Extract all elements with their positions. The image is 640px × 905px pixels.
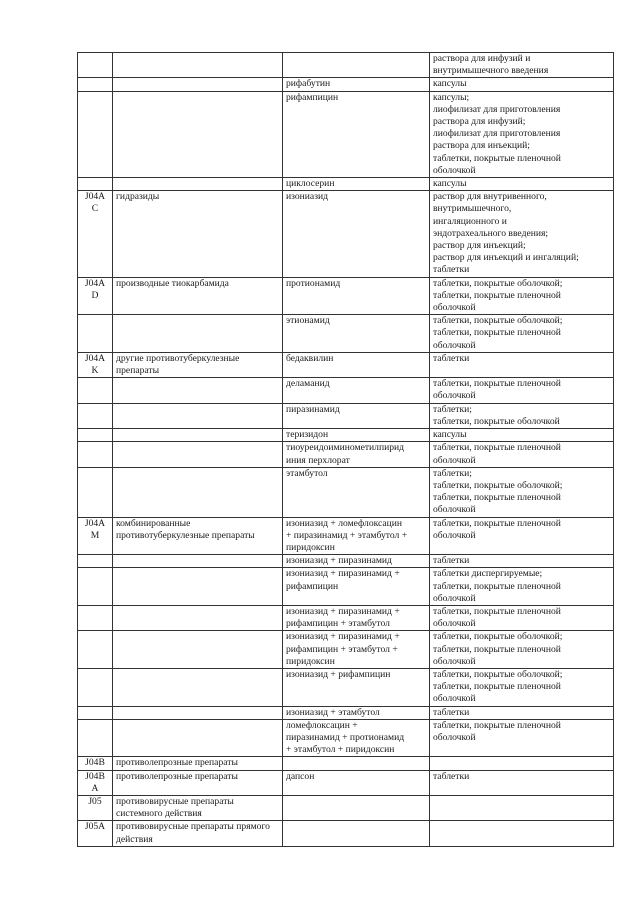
group-name-cell — [113, 631, 283, 669]
group-name-cell: противовирусные препараты системного действия — [113, 795, 283, 820]
group-name-cell: противолепрозные препараты — [113, 757, 283, 770]
drug-name-cell — [283, 821, 430, 846]
dosage-form-cell: капсулы — [430, 429, 614, 442]
dosage-form-cell: раствора для инфузий и внутримышечного введения — [430, 53, 614, 78]
drug-name-cell: изониазид — [283, 191, 430, 277]
table-row — [78, 53, 614, 78]
table-row — [78, 757, 614, 770]
atc-code-cell: J04A C — [78, 191, 113, 277]
table-row — [78, 795, 614, 820]
group-name-cell — [113, 568, 283, 606]
table-row — [78, 403, 614, 428]
drug-table — [77, 52, 614, 847]
table-row — [78, 631, 614, 669]
dosage-form-cell: капсулы; лиофилизат для приготовления раствора для инфузий; лиофилизат для приготовления раствора для инъекций; таблетки, покрытые пленочной оболочкой — [430, 91, 614, 177]
table-row — [78, 821, 614, 846]
atc-code-cell — [78, 442, 113, 467]
table-row — [78, 770, 614, 795]
drug-name-cell: изониазид + ломефлоксацин + пиразинамид + этамбутол + пиридоксин — [283, 517, 430, 555]
group-name-cell — [113, 605, 283, 630]
dosage-form-cell: капсулы — [430, 178, 614, 191]
drug-name-cell: этамбутол — [283, 467, 430, 517]
atc-code-cell — [78, 719, 113, 757]
table-row — [78, 78, 614, 91]
table-row — [78, 719, 614, 757]
dosage-form-cell: таблетки — [430, 706, 614, 719]
group-name-cell — [113, 178, 283, 191]
drug-name-cell: бедаквилин — [283, 352, 430, 377]
atc-code-cell: J04A K — [78, 352, 113, 377]
dosage-form-cell: таблетки, покрытые пленочной оболочкой — [430, 378, 614, 403]
atc-code-cell — [78, 568, 113, 606]
dosage-form-cell: таблетки — [430, 770, 614, 795]
drug-name-cell: пиразинамид — [283, 403, 430, 428]
drug-name-cell — [283, 757, 430, 770]
drug-name-cell — [283, 53, 430, 78]
group-name-cell: комбинированные противотуберкулезные препараты — [113, 517, 283, 555]
atc-code-cell: J05 — [78, 795, 113, 820]
dosage-form-cell: раствор для внутривенного, внутримышечного, ингаляционного и эндотрахеального введения; раствор для инъекций; раствор для инъекций и ингаляций; таблетки — [430, 191, 614, 277]
group-name-cell — [113, 91, 283, 177]
drug-name-cell: изониазид + пиразинамид + рифампицин — [283, 568, 430, 606]
table-row — [78, 191, 614, 277]
dosage-form-cell: таблетки; таблетки, покрытые оболочкой; таблетки, покрытые пленочной оболочкой — [430, 467, 614, 517]
dosage-form-cell — [430, 757, 614, 770]
atc-code-cell: J04A D — [78, 277, 113, 315]
group-name-cell — [113, 429, 283, 442]
table-row — [78, 178, 614, 191]
atc-code-cell — [78, 53, 113, 78]
drug-name-cell: изониазид + пиразинамид + рифампицин + этамбутол — [283, 605, 430, 630]
dosage-form-cell: таблетки, покрытые пленочной оболочкой — [430, 605, 614, 630]
group-name-cell — [113, 467, 283, 517]
dosage-form-cell: таблетки, покрытые пленочной оболочкой — [430, 517, 614, 555]
atc-code-cell: J04B — [78, 757, 113, 770]
group-name-cell: противолепрозные препараты — [113, 770, 283, 795]
drug-name-cell: этионамид — [283, 315, 430, 353]
group-name-cell — [113, 706, 283, 719]
group-name-cell — [113, 378, 283, 403]
atc-code-cell — [78, 467, 113, 517]
atc-code-cell — [78, 555, 113, 568]
table-row — [78, 568, 614, 606]
group-name-cell — [113, 53, 283, 78]
drug-name-cell: тиоуреидоиминометилпирид иния перхлорат — [283, 442, 430, 467]
drug-table-body — [78, 53, 614, 847]
dosage-form-cell: капсулы — [430, 78, 614, 91]
dosage-form-cell: таблетки, покрытые пленочной оболочкой — [430, 442, 614, 467]
group-name-cell: гидразиды — [113, 191, 283, 277]
dosage-form-cell: таблетки — [430, 352, 614, 377]
table-row — [78, 277, 614, 315]
table-row — [78, 378, 614, 403]
dosage-form-cell: таблетки, покрытые оболочкой; таблетки, покрытые пленочной оболочкой — [430, 277, 614, 315]
dosage-form-cell — [430, 795, 614, 820]
atc-code-cell — [78, 315, 113, 353]
table-row — [78, 555, 614, 568]
atc-code-cell — [78, 91, 113, 177]
drug-name-cell: рифампицин — [283, 91, 430, 177]
table-row — [78, 91, 614, 177]
table-row — [78, 668, 614, 706]
table-row — [78, 605, 614, 630]
table-row — [78, 706, 614, 719]
drug-name-cell: изониазид + пиразинамид + рифампицин + этамбутол + пиридоксин — [283, 631, 430, 669]
drug-name-cell: рифабутин — [283, 78, 430, 91]
group-name-cell — [113, 442, 283, 467]
group-name-cell — [113, 78, 283, 91]
drug-name-cell — [283, 795, 430, 820]
dosage-form-cell: таблетки; таблетки, покрытые оболочкой — [430, 403, 614, 428]
atc-code-cell — [78, 78, 113, 91]
drug-name-cell: дапсон — [283, 770, 430, 795]
drug-name-cell: ломефлоксацин + пиразинамид + протионамид + этамбутол + пиридоксин — [283, 719, 430, 757]
dosage-form-cell: таблетки диспергируемые; таблетки, покрытые пленочной оболочкой — [430, 568, 614, 606]
dosage-form-cell — [430, 821, 614, 846]
drug-name-cell: циклосерин — [283, 178, 430, 191]
atc-code-cell: J05A — [78, 821, 113, 846]
group-name-cell — [113, 315, 283, 353]
dosage-form-cell: таблетки — [430, 555, 614, 568]
table-row — [78, 467, 614, 517]
dosage-form-cell: таблетки, покрытые оболочкой; таблетки, покрытые пленочной оболочкой — [430, 315, 614, 353]
atc-code-cell — [78, 668, 113, 706]
atc-code-cell — [78, 403, 113, 428]
drug-name-cell: деламанид — [283, 378, 430, 403]
dosage-form-cell: таблетки, покрытые пленочной оболочкой — [430, 719, 614, 757]
group-name-cell — [113, 719, 283, 757]
atc-code-cell: J04A M — [78, 517, 113, 555]
table-row — [78, 429, 614, 442]
atc-code-cell — [78, 631, 113, 669]
table-row — [78, 517, 614, 555]
atc-code-cell — [78, 605, 113, 630]
group-name-cell: производные тиокарбамида — [113, 277, 283, 315]
table-row — [78, 442, 614, 467]
atc-code-cell — [78, 429, 113, 442]
table-row — [78, 315, 614, 353]
drug-name-cell: протионамид — [283, 277, 430, 315]
group-name-cell: другие противотуберкулезные препараты — [113, 352, 283, 377]
drug-name-cell: изониазид + пиразинамид — [283, 555, 430, 568]
dosage-form-cell: таблетки, покрытые оболочкой; таблетки, покрытые пленочной оболочкой — [430, 631, 614, 669]
dosage-form-cell: таблетки, покрытые оболочкой; таблетки, покрытые пленочной оболочкой — [430, 668, 614, 706]
atc-code-cell — [78, 378, 113, 403]
atc-code-cell — [78, 706, 113, 719]
atc-code-cell: J04B A — [78, 770, 113, 795]
group-name-cell — [113, 668, 283, 706]
atc-code-cell — [78, 178, 113, 191]
group-name-cell — [113, 403, 283, 428]
table-row — [78, 352, 614, 377]
drug-name-cell: изониазид + этамбутол — [283, 706, 430, 719]
group-name-cell — [113, 555, 283, 568]
drug-name-cell: изониазид + рифампицин — [283, 668, 430, 706]
group-name-cell: противовирусные препараты прямого действия — [113, 821, 283, 846]
drug-name-cell: теризидон — [283, 429, 430, 442]
